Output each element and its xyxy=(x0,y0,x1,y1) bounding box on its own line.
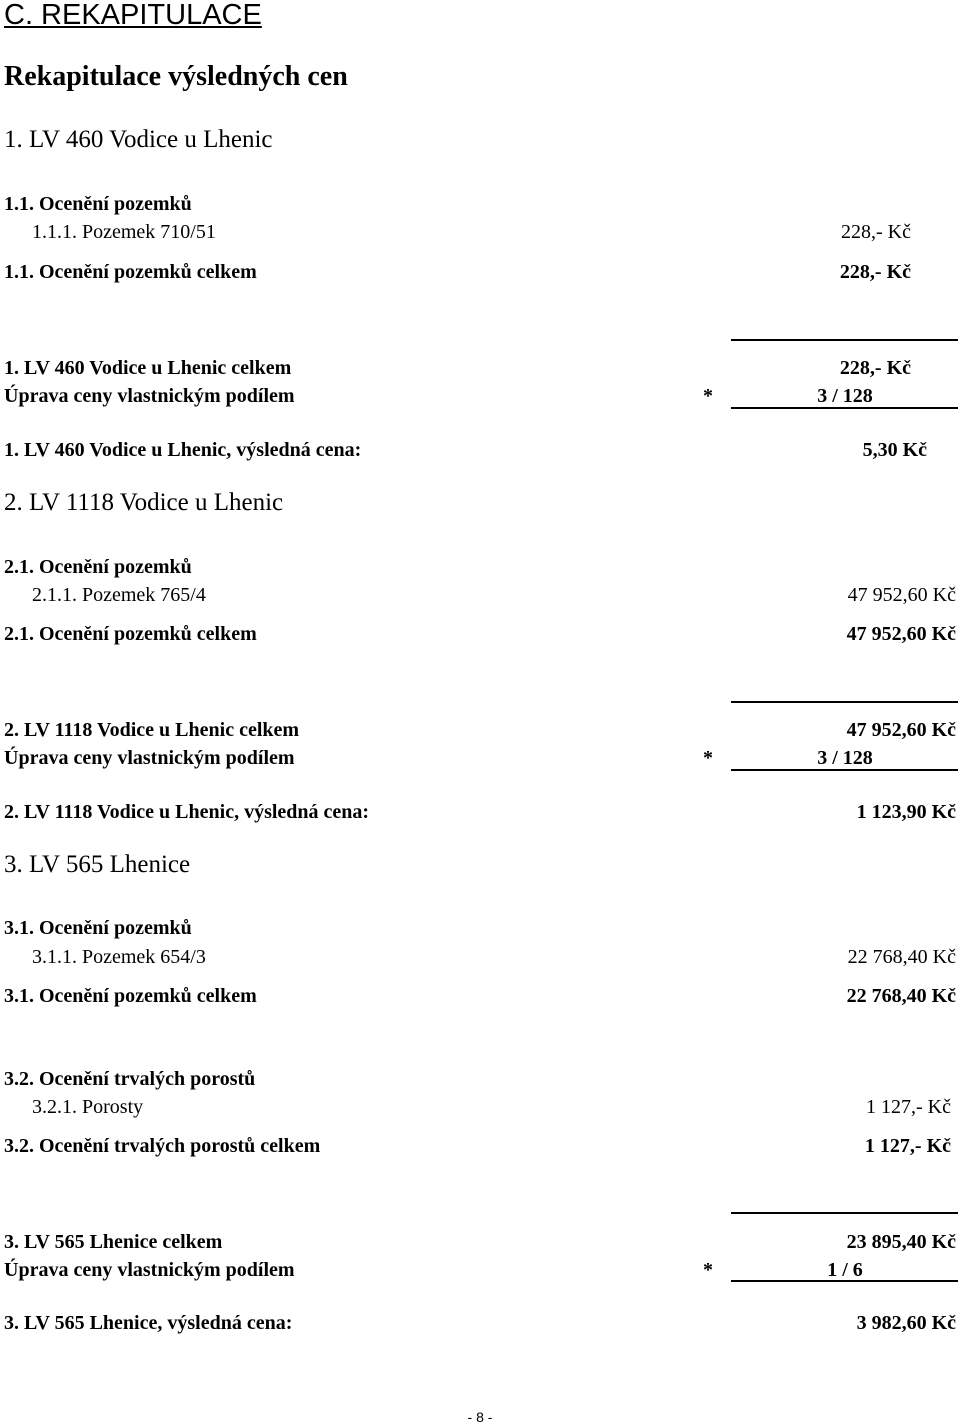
summary-value: 47 952,60 Kč xyxy=(846,719,956,741)
group-total-label: 2.1. Ocenění pozemků celkem xyxy=(4,623,257,645)
page-title: Rekapitulace výsledných cen xyxy=(4,61,348,92)
item-label: 3.1.1. Pozemek 654/3 xyxy=(32,946,206,968)
adjust-operator: * xyxy=(703,385,713,407)
group-heading: 3.1. Ocenění pozemků xyxy=(4,917,192,939)
item-value: 1 127,- Kč xyxy=(866,1096,951,1118)
share-rule xyxy=(731,1280,958,1282)
result-value: 5,30 Kč xyxy=(862,439,927,461)
group-heading: 2.1. Ocenění pozemků xyxy=(4,556,192,578)
result-value: 3 982,60 Kč xyxy=(856,1312,956,1334)
result-label: 1. LV 460 Vodice u Lhenic, výsledná cena: xyxy=(4,439,362,461)
group-total-value: 22 768,40 Kč xyxy=(846,985,956,1007)
item-value: 47 952,60 Kč xyxy=(847,584,956,606)
adjust-share: 3 / 128 xyxy=(817,747,873,769)
summary-value: 23 895,40 Kč xyxy=(846,1231,956,1253)
adjust-share: 3 / 128 xyxy=(817,385,873,407)
item-label: 1.1.1. Pozemek 710/51 xyxy=(32,221,216,243)
group-total-value: 228,- Kč xyxy=(839,261,911,283)
summary-label: 2. LV 1118 Vodice u Lhenic celkem xyxy=(4,719,300,741)
page-number: - 8 - xyxy=(467,1409,493,1425)
share-rule xyxy=(731,769,958,771)
adjust-label: Úprava ceny vlastnickým podílem xyxy=(4,1259,295,1281)
group-total-label: 1.1. Ocenění pozemků celkem xyxy=(4,261,257,283)
group-total-label: 3.1. Ocenění pozemků celkem xyxy=(4,985,257,1007)
adjust-label: Úprava ceny vlastnickým podílem xyxy=(4,385,295,407)
group-total-label: 3.2. Ocenění trvalých porostů celkem xyxy=(4,1135,321,1157)
group-heading: 1.1. Ocenění pozemků xyxy=(4,193,192,215)
group-total-value: 47 952,60 Kč xyxy=(846,623,956,645)
share-rule xyxy=(731,407,958,409)
adjust-operator: * xyxy=(703,747,713,769)
item-value: 22 768,40 Kč xyxy=(847,946,956,968)
summary-rule xyxy=(731,1212,958,1214)
summary-label: 1. LV 460 Vodice u Lhenic celkem xyxy=(4,357,292,379)
result-label: 3. LV 565 Lhenice, výsledná cena: xyxy=(4,1312,293,1334)
result-label: 2. LV 1118 Vodice u Lhenic, výsledná cena: xyxy=(4,801,370,823)
result-value: 1 123,90 Kč xyxy=(856,801,956,823)
chapter-title: C. REKAPITULACE xyxy=(4,0,262,31)
adjust-label: Úprava ceny vlastnickým podílem xyxy=(4,747,295,769)
item-label: 3.2.1. Porosty xyxy=(32,1096,144,1118)
section-heading: 1. LV 460 Vodice u Lhenic xyxy=(4,126,273,153)
adjust-share: 1 / 6 xyxy=(827,1259,863,1281)
section-heading: 3. LV 565 Lhenice xyxy=(4,851,191,878)
summary-rule xyxy=(731,701,958,703)
adjust-operator: * xyxy=(703,1259,713,1281)
summary-rule xyxy=(731,339,958,341)
section-heading: 2. LV 1118 Vodice u Lhenic xyxy=(4,489,284,516)
item-value: 228,- Kč xyxy=(841,221,911,243)
item-label: 2.1.1. Pozemek 765/4 xyxy=(32,584,206,606)
summary-value: 228,- Kč xyxy=(839,357,911,379)
group-heading: 3.2. Ocenění trvalých porostů xyxy=(4,1068,256,1090)
group-total-value: 1 127,- Kč xyxy=(864,1135,951,1157)
summary-label: 3. LV 565 Lhenice celkem xyxy=(4,1231,223,1253)
